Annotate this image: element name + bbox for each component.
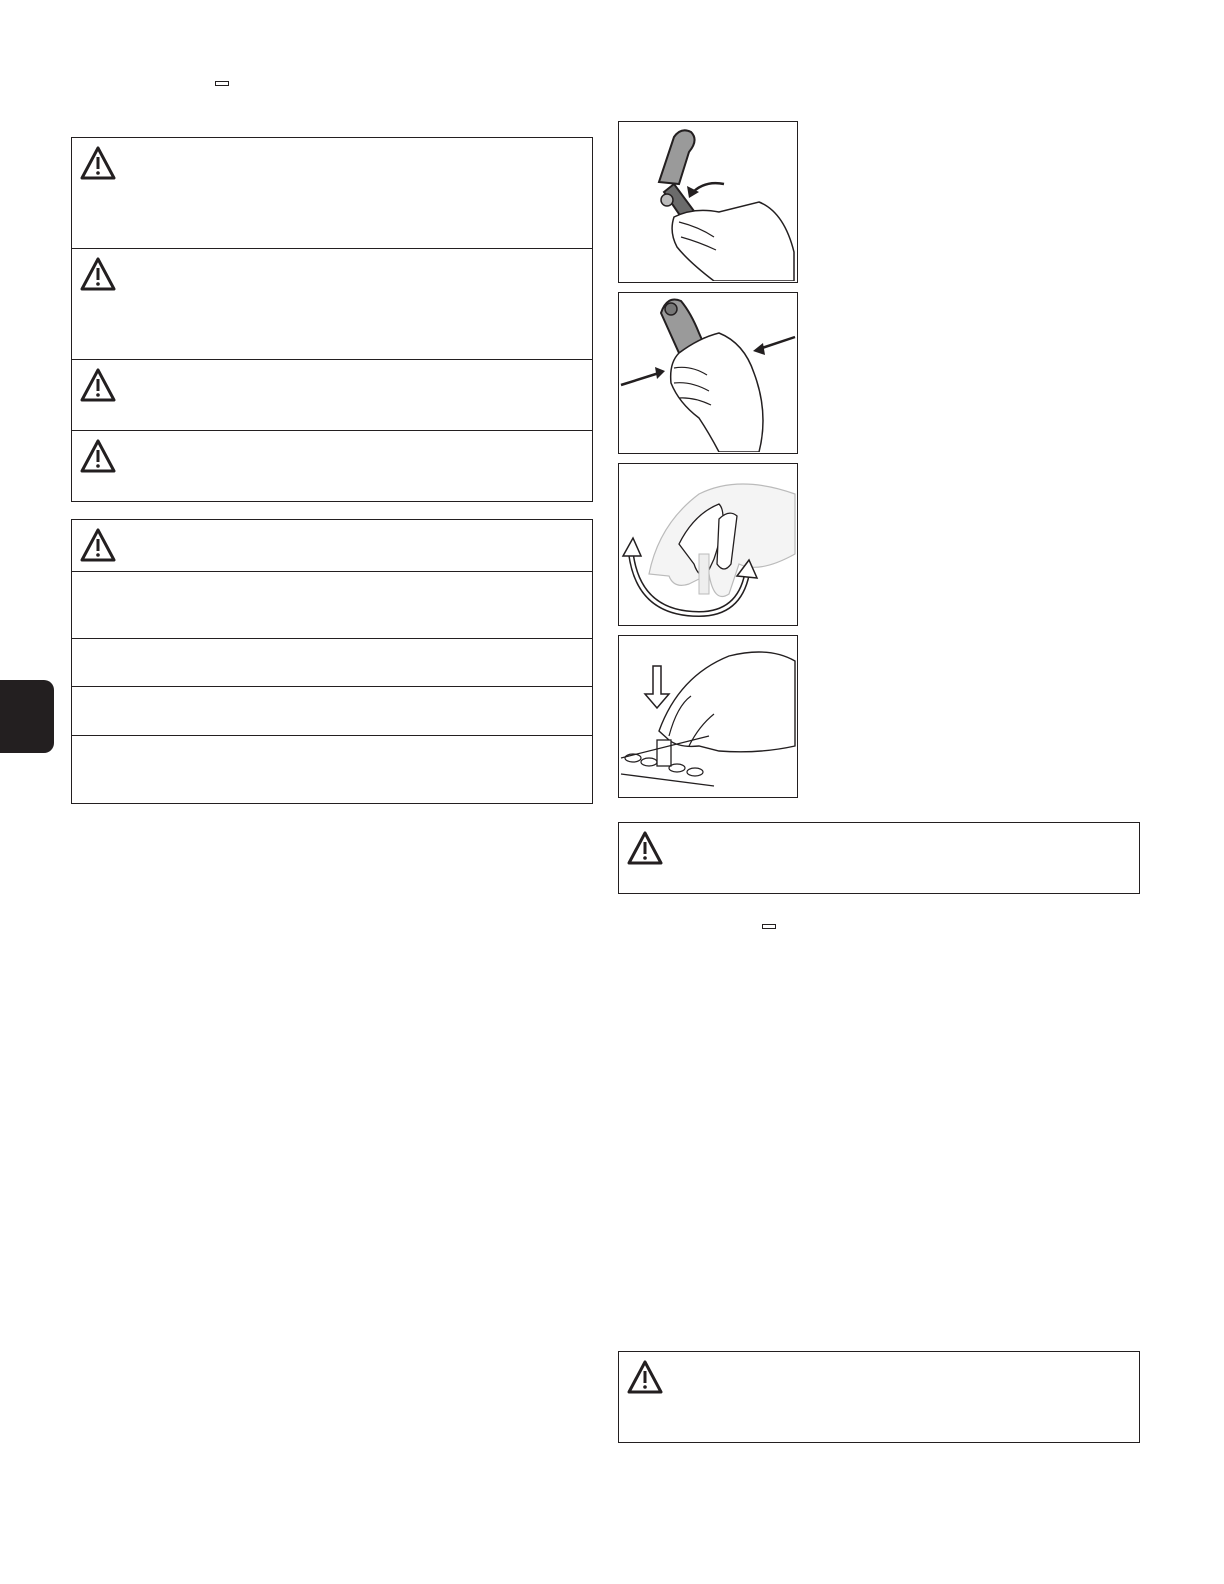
heading-marker — [215, 81, 229, 86]
warning-triangle-icon — [627, 1360, 663, 1394]
warning-row — [72, 138, 592, 249]
warning-triangle-icon — [80, 439, 116, 473]
figure-press-into-tray — [618, 635, 798, 798]
table-row — [72, 687, 592, 736]
figure-twist-cap — [618, 463, 798, 626]
chapter-tab — [0, 680, 54, 753]
warning-triangle-icon — [627, 831, 663, 865]
figure-open-lancing-device — [618, 121, 798, 283]
warning-triangle-icon — [80, 528, 116, 562]
warning-triangle-icon — [80, 146, 116, 180]
warning-box — [618, 1351, 1140, 1443]
figure-squeeze-lancing-device — [618, 292, 798, 454]
table-row — [72, 572, 592, 639]
warning-row — [72, 431, 592, 501]
warning-triangle-icon — [80, 368, 116, 402]
heading-marker — [762, 924, 776, 929]
warning-row — [72, 360, 592, 431]
table-header-row — [72, 520, 592, 572]
warning-group — [71, 137, 593, 502]
warning-table — [71, 519, 593, 804]
table-row — [72, 736, 592, 803]
table-row — [72, 639, 592, 687]
warning-box — [618, 822, 1140, 894]
warning-row — [72, 249, 592, 360]
warning-triangle-icon — [80, 257, 116, 291]
